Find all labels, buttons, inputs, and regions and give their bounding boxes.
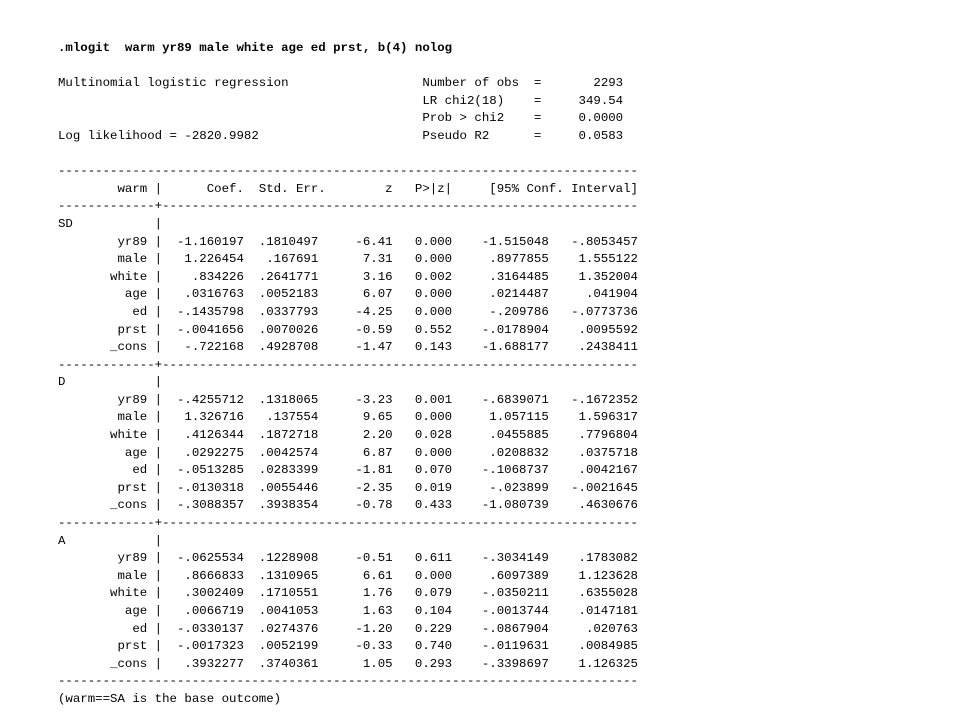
variable-name: yr89 | (58, 551, 163, 566)
coefficient-row (58, 550, 638, 568)
equation-label-row (58, 216, 638, 234)
coefficient-row (58, 603, 638, 621)
coefficient-row (58, 322, 638, 340)
coefficient-values: -.1435798 .0337793 -4.25 0.000 -.209786 -.0773736 (162, 304, 638, 319)
coefficient-values: -.0625534 .1228908 -0.51 0.611 -.3034149 .1783082 (162, 551, 638, 566)
coefficient-values: -.3088357 .3938354 -0.78 0.433 -1.080739 .4630676 (162, 498, 638, 513)
coefficient-values: .0066719 .0041053 1.63 0.104 -.0013744 .0147181 (162, 604, 638, 618)
variable-name: ed | (58, 621, 163, 636)
coefficient-values: -.0513285 .0283399 -1.81 0.070 -.1068737 .0042167 (162, 463, 638, 478)
stat-number-of-obs: Number of obs = 2293 (422, 76, 624, 91)
log-likelihood: Log likelihood = -2820.9982 (58, 128, 423, 143)
equation-label-row (58, 533, 638, 551)
equation-label-row (58, 374, 638, 392)
base-outcome-note: (warm==SA is the base outcome) (58, 691, 282, 706)
coefficient-values: .0292275 .0042574 6.87 0.000 .0208832 .0375718 (162, 445, 638, 460)
coefficient-values: .4126344 .1872718 2.20 0.028 .0455885 .7796804 (162, 428, 638, 443)
coefficient-row (58, 480, 638, 498)
coefficient-values: .3002409 .1710551 1.76 0.079 -.0350211 .6355028 (162, 586, 638, 601)
coefficient-row (58, 339, 638, 357)
coefficient-values: .834226 .2641771 3.16 0.002 .3164485 1.352004 (162, 269, 638, 284)
table-rule: ------------------------------------------------------------------------------ (58, 674, 638, 689)
table-rule: -------------+---------------------------------------------------------------- (58, 357, 638, 372)
variable-name: male | (58, 410, 163, 425)
coefficient-values: -.0330137 .0274376 -1.20 0.229 -.0867904 .020763 (162, 621, 638, 636)
header-loglik-line (58, 128, 638, 146)
stat-prob-chi2: Prob > chi2 = 0.0000 (422, 111, 624, 126)
stata-output (58, 40, 638, 709)
stat-lr-chi2: LR chi2(18) = 349.54 (422, 93, 624, 108)
coefficient-row (58, 409, 638, 427)
equation-label: D | (58, 375, 163, 390)
variable-name: white | (58, 269, 163, 284)
header-stat-line (58, 110, 638, 128)
coefficient-row (58, 392, 638, 410)
table-rule: -------------+---------------------------------------------------------------- (58, 516, 638, 531)
coefficient-row (58, 656, 638, 674)
variable-name: prst | (58, 639, 163, 654)
table-rule: -------------+---------------------------------------------------------------- (58, 199, 638, 214)
coefficient-values: .3932277 .3740361 1.05 0.293 -.3398697 1.126325 (162, 656, 638, 671)
coefficient-row (58, 621, 638, 639)
coefficient-row (58, 304, 638, 322)
table-header-row (58, 181, 638, 199)
coefficient-values: -.0017323 .0052199 -0.33 0.740 -.0119631 .0084985 (162, 639, 638, 654)
blank-line (58, 146, 638, 164)
header-stat-line (58, 93, 638, 111)
variable-name: ed | (58, 463, 163, 478)
variable-name: _cons | (58, 656, 163, 671)
variable-name: age | (58, 604, 163, 618)
stat-pseudo-r2: Pseudo R2 = 0.0583 (422, 128, 624, 143)
coefficient-values: .0316763 .0052183 6.07 0.000 .0214487 .041904 (162, 287, 638, 302)
variable-name: white | (58, 586, 163, 601)
variable-name: age | (58, 287, 163, 302)
header-model-line (58, 75, 638, 93)
variable-name: age | (58, 445, 163, 460)
variable-name: _cons | (58, 498, 163, 513)
coefficient-values: .8666833 .1310965 6.61 0.000 .6097389 1.123628 (162, 568, 638, 583)
variable-name: prst | (58, 322, 163, 337)
coefficient-values: -.0041656 .0070026 -0.59 0.552 -.0178904 .0095592 (162, 322, 638, 337)
equation-label: SD | (58, 216, 163, 231)
coefficient-row (58, 269, 638, 287)
variable-name: yr89 | (58, 392, 163, 407)
coefficient-values: -1.160197 .1810497 -6.41 0.000 -1.515048 -.8053457 (162, 234, 638, 249)
variable-name: _cons | (58, 340, 163, 355)
coefficient-row (58, 638, 638, 656)
equation-label: A | (58, 533, 163, 548)
coefficient-row (58, 585, 638, 603)
variable-name: male | (58, 568, 163, 583)
command-line: .mlogit warm yr89 male white age ed prst, b(4) nolog (58, 41, 453, 55)
coefficient-row (58, 462, 638, 480)
variable-name: white | (58, 428, 163, 443)
coefficient-row (58, 286, 638, 304)
coefficient-values: 1.326716 .137554 9.65 0.000 1.057115 1.596317 (162, 410, 638, 425)
variable-name: prst | (58, 480, 163, 495)
coefficient-row (58, 251, 638, 269)
coefficient-values: -.0130318 .0055446 -2.35 0.019 -.023899 -.0021645 (162, 480, 638, 495)
blank-line (58, 58, 638, 76)
coefficient-row (58, 427, 638, 445)
model-title: Multinomial logistic regression (58, 76, 423, 91)
column-headers: Coef. Std. Err. z P>|z| [95% Conf. Interval] (162, 181, 638, 196)
coefficient-values: -.4255712 .1318065 -3.23 0.001 -.6839071 -.1672352 (162, 392, 638, 407)
coefficient-values: 1.226454 .167691 7.31 0.000 .8977855 1.555122 (162, 252, 638, 267)
variable-name: yr89 | (58, 234, 163, 249)
variable-name: ed | (58, 304, 163, 319)
variable-name: male | (58, 252, 163, 267)
coefficient-row (58, 497, 638, 515)
coefficient-row (58, 568, 638, 586)
depvar-label: warm | (58, 181, 163, 196)
coefficient-row (58, 445, 638, 463)
coefficient-values: -.722168 .4928708 -1.47 0.143 -1.688177 .2438411 (162, 340, 638, 355)
table-rule: ------------------------------------------------------------------------------ (58, 164, 638, 179)
coefficient-row (58, 234, 638, 252)
